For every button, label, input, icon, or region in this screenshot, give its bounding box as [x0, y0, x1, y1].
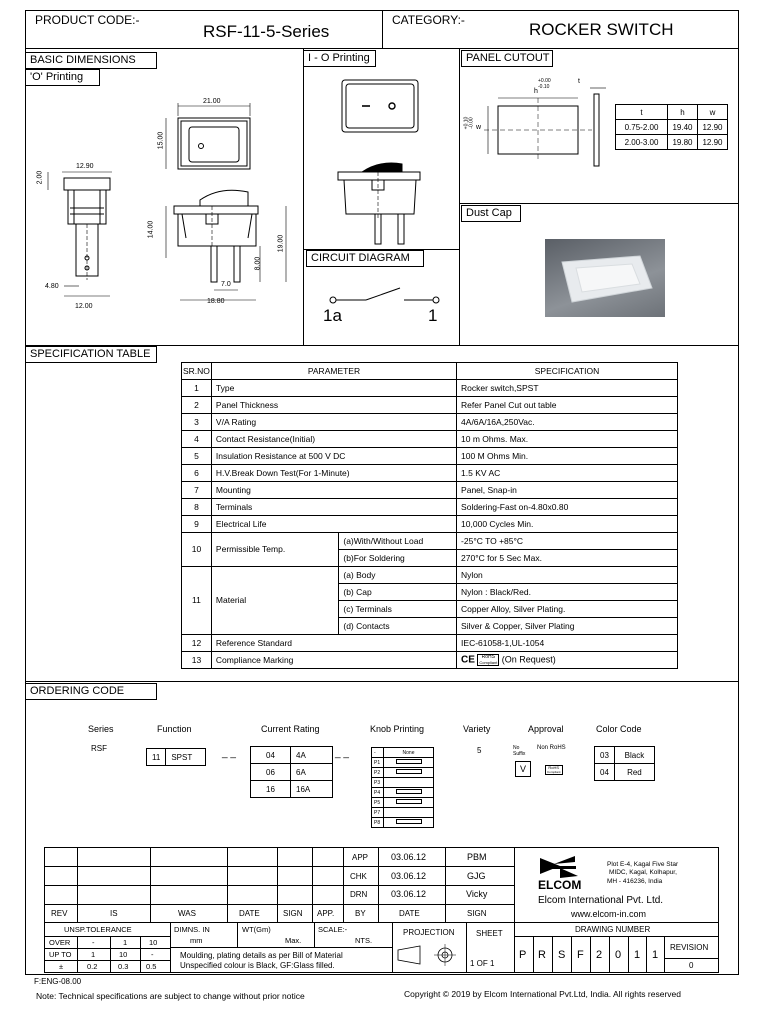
- knob-swatch: [384, 798, 434, 808]
- circuit-label-left: 1a: [323, 306, 342, 325]
- ordering-current-table: [250, 746, 333, 798]
- spec-value: Soldering-Fast on-4.80x0.80: [457, 499, 678, 516]
- drawing-number-char: R: [538, 949, 546, 961]
- tb-col: [77, 847, 78, 922]
- color-name: Black: [614, 747, 654, 764]
- table-row: [182, 431, 678, 448]
- tb-wt: WT(Gm): [242, 925, 271, 934]
- spec-param: Panel Thickness: [211, 397, 456, 414]
- ordering-knob-table: [371, 747, 434, 828]
- tb-col: [571, 936, 572, 973]
- tb-moulding-note: Moulding, plating details as per Bill of Material: [180, 951, 343, 960]
- knob-code: P3: [372, 778, 384, 788]
- tb-col: [445, 847, 446, 922]
- approval-no-suffix: [513, 745, 525, 757]
- knob-swatch: [384, 808, 434, 818]
- tb-colour-note: Unspecified colour is Black, GF:Glass filled.: [180, 961, 335, 970]
- drawing-number-char: 2: [596, 949, 603, 961]
- knob-code: P2: [372, 768, 384, 778]
- footer-note: Note: Technical specifications are subject to change without prior notice: [36, 991, 305, 1001]
- cutout-t: t: [578, 78, 580, 85]
- product-code: RSF-11-5-Series: [203, 22, 330, 41]
- spec-sub-param: (a) Body: [339, 567, 457, 584]
- approval-suffix: Suffix: [513, 751, 526, 757]
- table-row: [372, 798, 434, 808]
- tb-col: [237, 922, 238, 947]
- tb-line: [170, 947, 392, 948]
- spec-value: Panel, Snap-in: [457, 482, 678, 499]
- tb-col: [646, 936, 647, 973]
- spec-param: H.V.Break Down Test(For 1-Minute): [211, 465, 456, 482]
- tb-drn-sign: Vicky: [466, 889, 488, 899]
- table-row: [251, 764, 333, 781]
- cutout-tol-w-top: +0.10: [463, 116, 470, 130]
- table-row: [182, 380, 678, 397]
- spec-value: Refer Panel Cut out table: [457, 397, 678, 414]
- dim-15: 15.00: [157, 131, 165, 150]
- tb-upto-v: 10: [119, 950, 128, 959]
- tb-app: APP: [352, 853, 369, 862]
- table-row: [595, 764, 655, 781]
- ordering-current-label: Current Rating: [261, 724, 320, 734]
- ordering-color-label: Color Code: [596, 724, 642, 734]
- circuit-diagram-label: CIRCUIT DIAGRAM: [306, 250, 424, 267]
- rohs-mark-sub: Compliant: [479, 660, 498, 665]
- compliance-note: (On Request): [501, 654, 556, 665]
- knob-code: P4: [372, 788, 384, 798]
- knob-code: -: [372, 748, 384, 758]
- company-website[interactable]: www.elcom-in.com: [571, 909, 647, 919]
- panel-cutout-label: PANEL CUTOUT: [461, 50, 553, 67]
- tb-col: [378, 847, 379, 922]
- knob-swatch: [384, 768, 434, 778]
- spec-no: 8: [182, 499, 212, 516]
- revision-label: REVISION: [670, 943, 709, 952]
- knob-dot-icon: [396, 789, 422, 794]
- table-row: [182, 516, 678, 533]
- approval-nonrohs: Non RoHS: [537, 745, 566, 751]
- tb-date2: DATE: [399, 909, 420, 918]
- tb-upto: UP TO: [49, 950, 72, 959]
- ordering-approval-label: Approval: [528, 724, 564, 734]
- cutout-h: h: [534, 88, 538, 95]
- tb-rev: REV: [51, 909, 68, 918]
- dim-1400: 14.00: [147, 220, 155, 239]
- tb-col: [628, 936, 629, 973]
- tb-line: [44, 948, 170, 949]
- knob-swatch: [384, 778, 434, 788]
- tb-unsp-tol: UNSP.TOLERANCE: [64, 925, 132, 934]
- spec-param: Reference Standard: [211, 635, 456, 652]
- tb-col: [466, 922, 467, 973]
- knob-swatch: [384, 758, 434, 768]
- cutout-tol-h-bot: -0.10: [538, 84, 550, 90]
- spec-value: 10,000 Cycles Min.: [457, 516, 678, 533]
- drawing-number-char: F: [577, 949, 584, 961]
- spec-value: 4A/6A/16A,250Vac.: [457, 414, 678, 431]
- spec-no: 6: [182, 465, 212, 482]
- tb-app-date: 03.06.12: [391, 852, 427, 862]
- tb-col: [227, 847, 228, 922]
- table-row: [595, 747, 655, 764]
- tb-col: [312, 847, 313, 922]
- dustcap-divider: [459, 203, 739, 204]
- company-logo-text: ELCOM: [538, 878, 582, 892]
- footer-form: F:ENG-08.00: [34, 977, 82, 986]
- tb-line: [44, 936, 170, 937]
- drawing-number-char: S: [558, 949, 566, 961]
- spec-no: 9: [182, 516, 212, 533]
- spec-param: Material: [211, 567, 338, 635]
- tb-line: [664, 958, 719, 959]
- table-row: [616, 135, 728, 150]
- dim-480: 4.80: [45, 283, 59, 290]
- tb-col: [392, 922, 393, 973]
- tb-sign: SIGN: [283, 909, 303, 918]
- header-divider: [25, 48, 739, 49]
- spec-no: 7: [182, 482, 212, 499]
- tb-upto-v: -: [151, 950, 154, 959]
- tb-col: [314, 922, 315, 947]
- tb-mm: mm: [190, 936, 203, 945]
- ordering-function-label: Function: [157, 724, 192, 734]
- ordering-series-label: Series: [88, 724, 114, 734]
- spec-sub-param: (d) Contacts: [339, 618, 457, 635]
- dims-divider: [303, 48, 304, 345]
- table-row: [372, 778, 434, 788]
- dim-1290: 12.90: [76, 163, 94, 170]
- dim-21: 21.00: [203, 98, 221, 105]
- drawing-number-char: 1: [652, 949, 659, 961]
- revision-value: 0: [689, 961, 694, 970]
- current-code: 16: [251, 781, 291, 798]
- dust-cap-label: Dust Cap: [461, 205, 521, 222]
- spec-param: Type: [211, 380, 456, 397]
- tb-line: [44, 904, 514, 905]
- drawing-number-char: P: [519, 949, 527, 961]
- ordering-section-divider: [25, 681, 739, 682]
- elcom-logo-icon: [0, 0, 1, 1]
- ordering-series: RSF: [91, 744, 107, 753]
- company-address-1: Plot E-4, Kagal Five Star: [607, 861, 679, 868]
- tb-upto-v: 1: [91, 950, 96, 959]
- current-value: 16A: [291, 781, 333, 798]
- spec-value: 100 M Ohms Min.: [457, 448, 678, 465]
- spec-value: Rocker switch,SPST: [457, 380, 678, 397]
- cutout-cell: 12.90: [698, 120, 728, 135]
- spec-value: IEC-61058-1,UL-1054: [457, 635, 678, 652]
- spec-param: V/A Rating: [211, 414, 456, 431]
- company-address-2: MIDC, Kagal, Kolhapur,: [609, 869, 677, 876]
- table-row: [182, 448, 678, 465]
- approval-rohs-title: RoHS: [548, 765, 560, 770]
- drawing-number-label: DRAWING NUMBER: [575, 925, 651, 934]
- spec-param: Permissible Temp.: [211, 533, 338, 567]
- approval-rohs: [545, 765, 563, 775]
- cutout-tol-h-top: +0.00: [538, 78, 551, 84]
- tb-col: [664, 936, 665, 973]
- spec-sub-param: (b)For Soldering: [339, 550, 457, 567]
- ordering-variety-label: Variety: [463, 724, 491, 734]
- table-row: [372, 758, 434, 768]
- dim-200: 2.00: [36, 170, 44, 185]
- table-row: [182, 499, 678, 516]
- tb-sheet-val: 1 OF 1: [470, 959, 495, 968]
- current-value: 4A: [291, 747, 333, 764]
- category-label: CATEGORY:-: [392, 13, 465, 27]
- cutout-header: h: [668, 105, 698, 120]
- table-row: [182, 652, 678, 669]
- specification-table-label: SPECIFICATION TABLE: [25, 346, 157, 363]
- tb-col: [609, 936, 610, 973]
- tb-pm-v: 0.2: [87, 962, 98, 971]
- tb-max: Max.: [285, 936, 302, 945]
- tb-by: BY: [355, 909, 366, 918]
- spec-value: Silver & Copper, Silver Plating: [457, 618, 678, 635]
- panel-cutout-table: [615, 104, 728, 150]
- table-row: [182, 414, 678, 431]
- spec-value: Copper Alloy, Silver Plating.: [457, 601, 678, 618]
- tb-drn: DRN: [350, 890, 368, 899]
- function-code: 11: [147, 749, 166, 766]
- color-code: 03: [595, 747, 615, 764]
- tb-col: [533, 936, 534, 973]
- spec-sub-param: (a)With/Without Load: [339, 533, 457, 550]
- table-row: [616, 120, 728, 135]
- table-row: [182, 635, 678, 652]
- tb-line: [514, 936, 719, 937]
- tb-line: [44, 866, 514, 867]
- spec-param: Electrical Life: [211, 516, 456, 533]
- tb-chk-sign: GJG: [467, 871, 486, 881]
- tb-drn-date: 03.06.12: [391, 889, 427, 899]
- cutout-cell: 12.90: [698, 135, 728, 150]
- spec-no: 1: [182, 380, 212, 397]
- dim-70: 7.0: [221, 281, 231, 288]
- knob-swatch: [384, 788, 434, 798]
- tb-col: [514, 847, 515, 973]
- tb-over-v: -: [92, 938, 95, 947]
- approval-v: V: [515, 761, 531, 777]
- tb-col: [77, 936, 78, 973]
- specification-table: [181, 362, 678, 669]
- knob-code: P5: [372, 798, 384, 808]
- tb-line: [44, 922, 719, 923]
- dim-1900: 19.00: [277, 234, 285, 253]
- table-row: [372, 768, 434, 778]
- spec-sub-param: (c) Terminals: [339, 601, 457, 618]
- spec-no: 12: [182, 635, 212, 652]
- knob-code: P8: [372, 818, 384, 828]
- dim-1200: 12.00: [75, 303, 93, 310]
- knob-io-icon: [396, 769, 422, 774]
- spec-param: Terminals: [211, 499, 456, 516]
- dash-separator: _ _: [335, 748, 349, 759]
- company-address-3: MH - 416236, India: [607, 878, 663, 885]
- tb-col: [150, 847, 151, 922]
- spec-value: -25°C TO +85°C: [457, 533, 678, 550]
- ordering-function-table: [146, 748, 206, 766]
- spec-param: Compliance Marking: [211, 652, 456, 669]
- ordering-knob-label: Knob Printing: [370, 724, 425, 734]
- table-row: [372, 818, 434, 828]
- dim-800: 8.00: [254, 256, 262, 271]
- color-code: 04: [595, 764, 615, 781]
- product-code-label: PRODUCT CODE:-: [35, 13, 140, 27]
- spec-no: 10: [182, 533, 212, 567]
- category: ROCKER SWITCH: [529, 20, 674, 39]
- spec-value: 270°C for 5 Sec Max.: [457, 550, 678, 567]
- cutout-cell: 2.00-3.00: [616, 135, 668, 150]
- table-row: [372, 808, 434, 818]
- table-row: [182, 465, 678, 482]
- spec-no: 2: [182, 397, 212, 414]
- tb-col: [110, 936, 111, 973]
- tb-line: [44, 885, 514, 886]
- tb-over: OVER: [49, 938, 71, 947]
- cutout-tol-w-bot: -0.00: [468, 117, 475, 129]
- tb-col: [343, 847, 344, 922]
- tb-projection: PROJECTION: [403, 928, 455, 937]
- table-row: [182, 397, 678, 414]
- cutout-cell: 0.75-2.00: [616, 120, 668, 135]
- table-row: [251, 781, 333, 798]
- tb-chk-date: 03.06.12: [391, 871, 427, 881]
- spec-header-specification: SPECIFICATION: [457, 363, 678, 380]
- table-row: [251, 747, 333, 764]
- spec-sub-param: (b) Cap: [339, 584, 457, 601]
- spec-value-compliance: [457, 652, 678, 669]
- table-row: [372, 748, 434, 758]
- spec-param: Contact Resistance(Initial): [211, 431, 456, 448]
- spec-header-srno: SR.NO: [182, 363, 212, 380]
- current-value: 6A: [291, 764, 333, 781]
- basic-dimensions-label: BASIC DIMENSIONS: [25, 52, 157, 69]
- spec-no: 11: [182, 567, 212, 635]
- cutout-cell: 19.80: [668, 135, 698, 150]
- approval-no: No: [513, 745, 520, 751]
- current-code: 04: [251, 747, 291, 764]
- table-row: [182, 482, 678, 499]
- header-split: [382, 10, 383, 48]
- spec-no: 13: [182, 652, 212, 669]
- table-row: [372, 788, 434, 798]
- rohs-mark: [477, 654, 499, 666]
- spec-param: Mounting: [211, 482, 456, 499]
- company-name: Elcom International Pvt. Ltd.: [538, 895, 664, 906]
- spec-no: 4: [182, 431, 212, 448]
- function-name: SPST: [166, 749, 206, 766]
- approval-rohs-sub: Compliant: [547, 770, 561, 774]
- tb-dimns: DIMNS. IN: [174, 925, 210, 934]
- tb-col: [590, 936, 591, 973]
- tb-over-v: 1: [123, 938, 128, 947]
- table-row: [182, 533, 678, 550]
- tb-pm-v: 0.5: [146, 962, 157, 971]
- tb-over-v: 10: [149, 938, 158, 947]
- current-code: 06: [251, 764, 291, 781]
- cutout-header: w: [698, 105, 728, 120]
- tb-pm: ±: [59, 962, 64, 971]
- tb-scale: SCALE:-: [318, 925, 348, 934]
- color-name: Red: [614, 764, 654, 781]
- ordering-variety: 5: [477, 746, 482, 755]
- spec-no: 5: [182, 448, 212, 465]
- spec-value: Nylon : Black/Red.: [457, 584, 678, 601]
- drawing-number-char: 1: [634, 949, 641, 961]
- tb-chk: CHK: [350, 872, 367, 881]
- o-printing-label: 'O' Printing: [25, 69, 100, 86]
- cutout-w: w: [476, 124, 482, 131]
- spec-value: Nylon: [457, 567, 678, 584]
- tb-date: DATE: [239, 909, 260, 918]
- spec-no: 3: [182, 414, 212, 431]
- tb-nts: NTS.: [355, 936, 373, 945]
- spec-value: 10 m Ohms. Max.: [457, 431, 678, 448]
- spec-param: Insulation Resistance at 500 V DC: [211, 448, 456, 465]
- ce-mark: CE: [461, 654, 475, 666]
- dim-1880: 18.80: [207, 298, 225, 305]
- tb-was: WAS: [178, 909, 196, 918]
- tb-pm-v: 0.3: [118, 962, 129, 971]
- knob-value: None: [384, 748, 434, 758]
- knob-power-icon: [396, 819, 422, 824]
- tb-col: [552, 936, 553, 973]
- approval-box: [513, 745, 579, 781]
- knob-swatch: [384, 818, 434, 828]
- ordering-color-table: [594, 746, 655, 781]
- io-printing-label: I - O Printing: [303, 50, 376, 67]
- cutout-header: t: [616, 105, 668, 120]
- spec-value: 1.5 KV AC: [457, 465, 678, 482]
- knob-code: P1: [372, 758, 384, 768]
- tb-col: [140, 936, 141, 973]
- footer-copyright: Copyright © 2019 by Elcom International Pvt.Ltd, India. All rights reserved: [404, 989, 681, 999]
- tb-col: [277, 847, 278, 922]
- tb-app2: APP.: [317, 909, 335, 918]
- rohs-mark-title: RoHS: [481, 654, 495, 660]
- table-row: [182, 567, 678, 584]
- drawing-number-char: 0: [615, 949, 622, 961]
- knob-code: P7: [372, 808, 384, 818]
- knob-circle-icon: [396, 799, 422, 804]
- dash-separator: _ _: [222, 748, 236, 759]
- tb-sign2: SIGN: [467, 909, 487, 918]
- cutout-cell: 19.40: [668, 120, 698, 135]
- io-divider: [459, 48, 460, 345]
- ordering-code-label: ORDERING CODE: [25, 683, 157, 700]
- tb-sheet: SHEET: [476, 929, 503, 938]
- spec-header-parameter: PARAMETER: [211, 363, 456, 380]
- circuit-label-right: 1: [428, 306, 438, 325]
- tb-app-sign: PBM: [467, 852, 487, 862]
- tb-col: [170, 922, 171, 973]
- tb-line: [44, 960, 170, 961]
- tb-is: IS: [110, 909, 118, 918]
- knob-o-icon: [396, 759, 422, 764]
